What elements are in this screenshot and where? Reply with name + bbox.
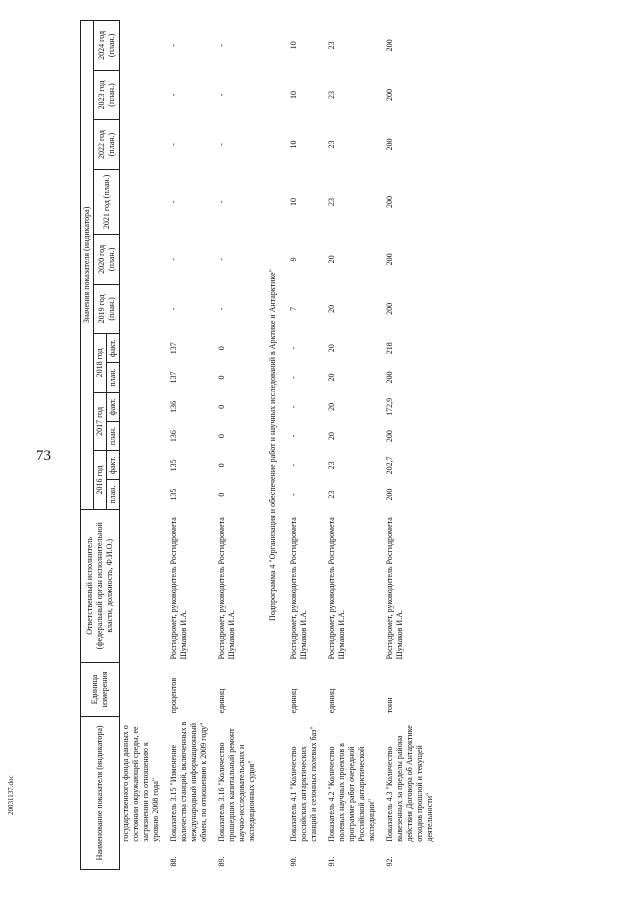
row-value: 136 [169, 400, 178, 413]
header-values: Значения показателя (индикатора) [81, 21, 94, 510]
header-plan: план. [107, 363, 120, 392]
row-responsible: Росгидромет, руководитель Росгидромета Шумаков И.А. [327, 517, 346, 660]
header-fact: факт. [107, 451, 120, 480]
row-value: 200 [385, 39, 394, 52]
row-value: 200 [385, 195, 394, 208]
row-responsible: Росгидромет, руководитель Росгидромета Шумаков И.А. [385, 517, 404, 660]
row-value: 200 [385, 371, 394, 384]
row-unit: единиц [327, 688, 336, 714]
row-value: - [289, 493, 298, 496]
header-year-7: 2023 год (план.) [94, 70, 120, 120]
row-responsible: Росгидромет, руководитель Росгидромета Шумаков И.А. [217, 517, 236, 660]
row-value: 200 [385, 88, 394, 101]
header-year-5: 2021 год (план.) [94, 169, 120, 234]
row-name: Показатель 4.1 "Количество российских антарктических станций и сезонных полевых баз" [289, 726, 318, 842]
row-value: - [217, 200, 226, 204]
section-row [264, 21, 282, 870]
row-value: - [289, 346, 298, 350]
row-value: 0 [217, 492, 226, 497]
row-value: 10 [289, 140, 298, 149]
row-value: 10 [289, 197, 298, 206]
row-value: - [217, 44, 226, 47]
row-value: 20 [327, 373, 336, 382]
row-value: 20 [327, 402, 336, 411]
table-row [326, 21, 378, 870]
row-value: 172,9 [385, 397, 394, 416]
row-responsible: Росгидромет, руководитель Росгидромета Шумаков И.А. [289, 517, 308, 660]
header-year-6: 2022 год (план.) [94, 120, 120, 170]
row-value: 23 [327, 490, 336, 499]
row-value: 20 [327, 304, 336, 313]
row-value: - [289, 464, 298, 467]
row-number: 88. [169, 856, 178, 867]
row-value: - [217, 258, 226, 261]
table-row [288, 21, 320, 870]
row-value: - [169, 143, 178, 146]
header-plan: план. [107, 480, 120, 509]
table-header [81, 21, 120, 870]
continued-name: государственного фонда данных о состоянии окружающей среды, ее загрязнении по отношению к уровню 2008 года" [121, 725, 160, 842]
row-value: 20 [327, 255, 336, 264]
header-fact: факт. [107, 334, 120, 363]
row-unit: тонн [385, 697, 394, 714]
row-value: - [289, 376, 298, 379]
header-responsible: Ответственный исполнитель (федеральный орган исполнительной власти, должность, Ф.И.О.) [81, 509, 120, 662]
row-value: 10 [289, 41, 298, 50]
footer-filename: 20031137.doc [7, 775, 15, 815]
row-value: 0 [217, 375, 226, 380]
row-value: 200 [385, 302, 394, 315]
row-value: 0 [217, 463, 226, 468]
row-value: 7 [289, 306, 298, 311]
header-name: Наименование показателя (индикатора) [81, 716, 120, 869]
row-value: - [169, 258, 178, 261]
row-value: - [289, 434, 298, 438]
row-name: Показатель 4.2 "Количество полевых научных проектов в программе работ очередной Российской антарктической экспедиции" [327, 743, 376, 842]
row-value: - [169, 93, 178, 97]
row-value: 23 [327, 140, 336, 149]
row-name: Показатель 4.3 "Количество вывезенных за пределы района действия Договора об Антарктике отходов прошлой и текущей деятельности" [385, 725, 434, 842]
header-unit: Единица измерения [81, 662, 120, 716]
header-year-8: 2024 год (план.) [94, 21, 120, 71]
row-value: 20 [327, 432, 336, 441]
row-value: - [169, 307, 178, 311]
row-value: 200 [385, 488, 394, 501]
row-value: 137 [169, 371, 178, 384]
row-name: Показатель 3.16 "Количество прошедших капитальный ремонт научно-исследовательских и экспедиционных судов" [217, 728, 256, 842]
row-unit: единиц [217, 688, 226, 714]
row-value: 0 [217, 404, 226, 409]
rotated-table-area [80, 20, 580, 870]
header-year-3: 2019 год (план.) [94, 284, 120, 334]
table-row [168, 21, 210, 870]
row-value: 23 [327, 197, 336, 206]
row-unit: процентов [169, 677, 178, 714]
row-value: 23 [327, 461, 336, 470]
header-year-2: 2018 год [94, 334, 107, 393]
page-number: 73 [36, 448, 51, 464]
row-value: - [169, 200, 178, 204]
table-row [216, 21, 258, 870]
header-year-1: 2017 год [94, 392, 107, 451]
row-number: 90. [289, 856, 298, 867]
row-value: 200 [385, 430, 394, 443]
continued-row [120, 21, 163, 870]
row-number: 91. [327, 856, 336, 867]
row-number: 92. [385, 856, 394, 867]
table-row [384, 21, 436, 870]
row-value: 135 [169, 459, 178, 472]
row-name: Показатель 3.15 "Изменение количества станций, включенных в международный информационный обмен, по отношению к 2009 году" [169, 721, 208, 842]
row-value: 202,7 [385, 456, 394, 475]
row-value: 218 [385, 342, 394, 355]
row-value: - [217, 143, 226, 146]
row-unit: единиц [289, 688, 298, 714]
row-responsible: Росгидромет, руководитель Росгидромета Шумаков И.А. [169, 517, 188, 660]
row-value: 10 [289, 90, 298, 99]
row-value: - [169, 44, 178, 47]
header-year-4: 2020 год (план.) [94, 235, 120, 285]
header-plan: план. [107, 421, 120, 450]
row-value: 136 [169, 430, 178, 443]
row-value: 0 [217, 346, 226, 351]
table-body [120, 21, 437, 870]
row-value: 9 [289, 257, 298, 262]
row-value: 135 [169, 488, 178, 501]
header-fact: факт. [107, 392, 120, 421]
row-value: 20 [327, 344, 336, 353]
row-value: 200 [385, 253, 394, 266]
row-value: 200 [385, 138, 394, 151]
row-value: - [289, 405, 298, 409]
header-year-0: 2016 год [94, 451, 107, 510]
row-value: - [217, 93, 226, 97]
row-value: 23 [327, 41, 336, 50]
row-value: - [217, 307, 226, 311]
indicator-table [80, 20, 436, 870]
row-value: 0 [217, 434, 226, 439]
row-value: 137 [169, 342, 178, 355]
row-value: 23 [327, 90, 336, 99]
row-number: 89. [217, 856, 226, 867]
section-title: Подпрограмма 4 "Организация и обеспечение работ и научных исследований в Арктике и Антарктике" [268, 269, 277, 621]
